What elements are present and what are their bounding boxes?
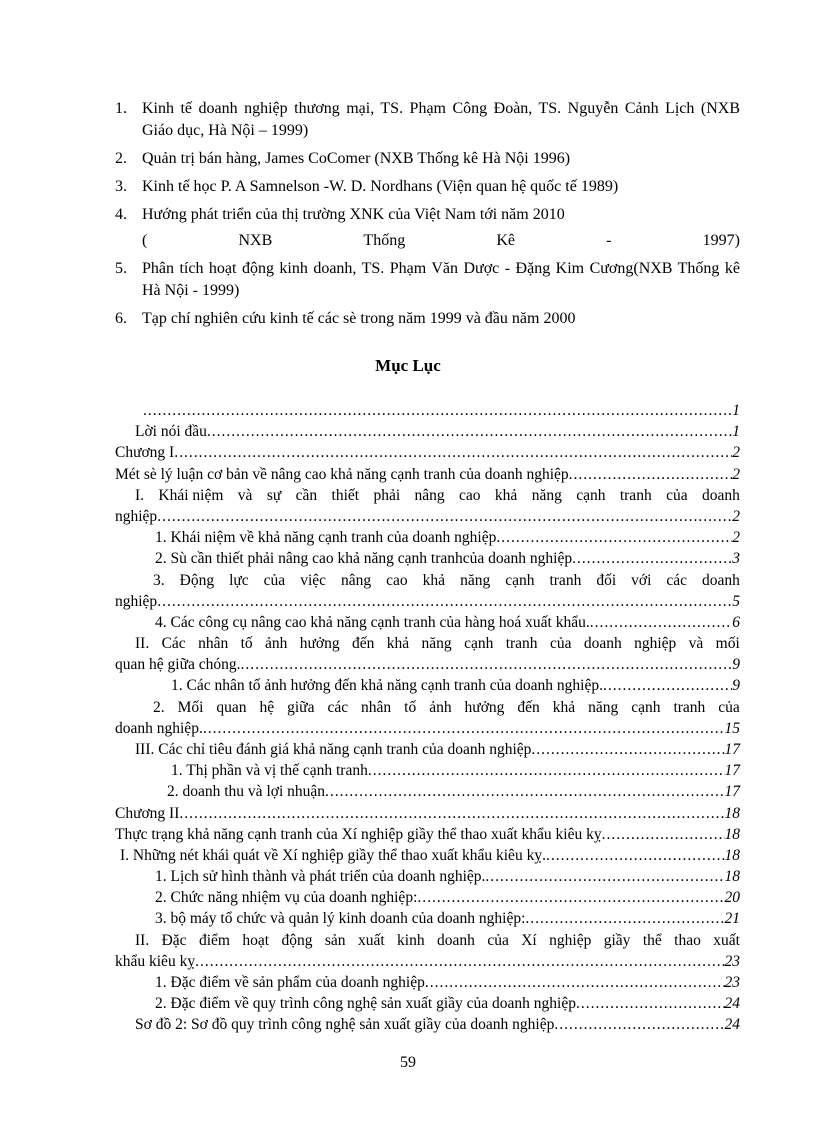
toc-word: tranh — [619, 486, 652, 504]
toc-word: doanh — [437, 931, 475, 949]
toc-entry-text: Thực trạng khả năng cạnh tranh của Xí nghiệp giầy thể thao xuất khẩu kiêu kỵ — [115, 825, 602, 843]
toc-word: và — [688, 635, 704, 653]
toc-word: cao — [459, 486, 481, 504]
toc-entry[interactable] — [115, 781, 740, 802]
toc-entry[interactable] — [115, 591, 740, 612]
toc-entry-text: nghiệp — [115, 507, 158, 525]
toc-entry-text: III. Các chỉ tiêu đánh giá khả năng cạnh tranh của doanh nghiệp — [135, 740, 532, 758]
toc-entry[interactable] — [115, 548, 740, 569]
toc-word: nhân — [361, 698, 392, 716]
toc-entry[interactable] — [115, 803, 740, 824]
reference-publisher-word: - — [606, 232, 612, 249]
toc-leader-dots — [368, 760, 725, 781]
reference-text: Tạp chí nghiên cứu kinh tế các sè trong năm 1999 và đầu năm 2000 — [142, 310, 576, 327]
reference-text: Kinh tế học P. A Samnelson -W. D. Nordhans (Viện quan hệ quốc tế 1989) — [142, 178, 619, 195]
toc-entry-page: 3 — [732, 550, 740, 568]
toc-word: điểm — [198, 931, 230, 949]
toc-word: việc — [300, 571, 327, 589]
toc-entry-text: quan hệ giữa chóng. — [115, 656, 241, 674]
toc-entry-page: 9 — [732, 677, 740, 695]
toc-entry-page: 15 — [724, 719, 740, 737]
reference-publisher-line — [142, 230, 740, 252]
toc-leader-dots — [179, 803, 724, 824]
toc-word: đến — [352, 635, 375, 653]
toc-entry-first-line — [115, 930, 740, 951]
toc-word: Xí — [521, 931, 537, 949]
toc-entry-text: Mét sè lý luận cơ bản về nâng cao khả năng cạnh tranh của doanh nghiệp — [115, 465, 569, 483]
toc-word: của — [263, 571, 286, 589]
toc-word: năng — [460, 571, 491, 589]
toc-entry[interactable] — [115, 993, 740, 1014]
toc-entry[interactable] — [115, 887, 740, 908]
toc-entry[interactable] — [115, 527, 740, 548]
toc-word: các — [666, 571, 688, 589]
toc-word: năng — [421, 635, 452, 653]
toc-entry[interactable] — [115, 951, 740, 972]
toc-word: các — [327, 698, 349, 716]
toc-word: Khái niệm — [158, 486, 224, 504]
toc-entry-text: I. Những nét khái quát về Xí nghiệp giầy thể thao xuất khẩu kiêu kỵ. — [120, 846, 546, 864]
toc-leader-dots — [485, 866, 724, 887]
toc-entry-page: 2 — [732, 529, 740, 547]
toc-leader-dots — [417, 887, 724, 908]
reference-list — [115, 98, 740, 336]
toc-entry[interactable] — [115, 845, 740, 866]
toc-word: tố — [404, 698, 417, 716]
toc-entry[interactable] — [115, 612, 740, 633]
toc-word: Đặc — [161, 931, 187, 949]
toc-entry-page: 24 — [724, 1016, 740, 1034]
reference-number: 1. — [115, 100, 127, 117]
toc-entry-page: 23 — [724, 974, 740, 992]
toc-word: 3. — [153, 571, 165, 589]
toc-word: doanh — [702, 571, 740, 589]
toc-entry[interactable] — [115, 1014, 740, 1035]
toc-word: cần — [295, 486, 318, 504]
toc-word: xuất — [357, 931, 385, 949]
toc-entry-text: Sơ đồ 2: Sơ đồ quy trình công nghệ sản xuất giầy của doanh nghiệp — [135, 1016, 555, 1034]
toc-word: năng — [588, 698, 619, 716]
toc-word: của — [549, 635, 572, 653]
toc-entry[interactable] — [115, 506, 740, 527]
toc-entry-page: 23 — [724, 952, 740, 970]
toc-word: ảnh — [265, 635, 288, 653]
toc-leader-dots — [525, 908, 724, 929]
toc-entry-page: 17 — [724, 740, 740, 758]
toc-entry-text: 3. bộ máy tổ chức và quản lý kinh doanh của doanh nghiệp: — [155, 910, 526, 928]
toc-entry-first-line — [115, 633, 740, 654]
reference-item — [115, 98, 740, 142]
reference-number: 4. — [115, 206, 127, 223]
reference-text: Phân tích hoạt động kinh doanh, TS. Phạm Văn Dược - Đặng Kim Cương(NXB Thống kê Hà Nội - 1999) — [142, 260, 740, 299]
toc-entry-page: 2 — [732, 444, 740, 462]
toc-entry-page: 20 — [724, 889, 740, 907]
reference-text: Kinh tế doanh nghiệp thương mại, TS. Phạm Công Đoàn, TS. Nguyễn Cảnh Lịch (NXB Giáo dục, Hà Nội – 1999) — [142, 100, 740, 139]
toc-word: của — [487, 931, 509, 949]
toc-entry-text: 2. doanh thu và lợi nhuận — [167, 783, 326, 801]
toc-leader-dots — [603, 675, 732, 696]
toc-word: ảnh — [429, 698, 452, 716]
toc-entry-page: 6 — [732, 613, 740, 631]
toc-word: cao — [386, 571, 408, 589]
toc-word: với — [631, 571, 652, 589]
toc-leader-dots — [143, 400, 732, 421]
toc-word: kinh — [397, 931, 425, 949]
toc-entry-first-line — [115, 570, 740, 591]
toc-word: nhân — [198, 635, 229, 653]
toc-word: 2. — [153, 698, 165, 716]
reference-text: Quản trị bán hàng, James CoComer (NXB Thống kê Hà Nội 1996) — [142, 150, 571, 167]
toc-word: xuất — [713, 931, 740, 949]
toc-entry-text: 2. Sù cần thiết phải nâng cao khả năng cạnh tranhcủa doanh nghiệp — [155, 550, 573, 568]
toc-entry-text: 1. Thị phần và vị thế cạnh tranh — [171, 762, 368, 780]
toc-word: cạnh — [464, 635, 494, 653]
toc-entry[interactable] — [115, 675, 740, 696]
toc-word: hoạt — [242, 931, 270, 949]
toc-entry[interactable] — [115, 400, 740, 421]
table-of-contents — [115, 400, 740, 1036]
toc-entry[interactable] — [115, 824, 740, 845]
toc-word: hệ — [259, 698, 275, 716]
toc-entry-text: 2. Đặc điểm về quy trình công nghệ sản xuất giầy của doanh nghiệp — [155, 995, 576, 1013]
toc-entry-page: 21 — [724, 910, 740, 928]
toc-leader-dots — [554, 1014, 724, 1035]
toc-leader-dots — [207, 421, 732, 442]
toc-leader-dots — [157, 591, 732, 612]
toc-leader-dots — [602, 824, 725, 845]
toc-entry-text: 1. Lịch sử hình thành và phát triển của doanh nghiệp. — [155, 868, 486, 886]
toc-leader-dots — [590, 612, 733, 633]
toc-entry-text: Lời nói đầu — [135, 423, 207, 441]
toc-word: động — [281, 931, 313, 949]
toc-leader-dots — [531, 739, 724, 760]
toc-entry-page: 17 — [724, 762, 740, 780]
toc-word: và — [237, 486, 253, 504]
toc-word: tranh — [505, 635, 538, 653]
toc-entry[interactable] — [115, 442, 740, 463]
toc-entry-page: 18 — [724, 804, 740, 822]
toc-entry-page: 2 — [732, 465, 740, 483]
toc-entry-text: nghiệp — [115, 592, 158, 610]
reference-item — [115, 204, 740, 252]
toc-entry[interactable] — [115, 464, 740, 485]
toc-word: hưởng — [464, 698, 505, 716]
toc-word: sự — [266, 486, 282, 504]
toc-word: đối — [596, 571, 617, 589]
toc-entry[interactable] — [115, 739, 740, 760]
toc-entry[interactable] — [115, 718, 740, 739]
toc-entry[interactable] — [115, 972, 740, 993]
toc-leader-dots — [569, 464, 733, 485]
toc-entry-page: 18 — [724, 868, 740, 886]
toc-entry[interactable] — [115, 866, 740, 887]
reference-number: 2. — [115, 150, 127, 167]
toc-word: II. — [135, 635, 150, 653]
reference-publisher-word: NXB — [238, 232, 273, 249]
reference-number: 5. — [115, 260, 127, 277]
toc-word: đến — [517, 698, 540, 716]
reference-publisher-word: ( — [142, 232, 148, 249]
toc-word: II. — [135, 931, 150, 949]
toc-word: thể — [642, 931, 662, 949]
toc-word: giữa — [287, 698, 315, 716]
toc-entry-text: 1. Đặc điểm về sản phẩm của doanh nghiệp — [155, 974, 425, 992]
toc-entry-text: khẩu kiêu kỵ — [115, 952, 196, 970]
reference-publisher-word: Thống — [363, 232, 406, 249]
toc-word: I. — [135, 486, 145, 504]
reference-item — [115, 148, 740, 170]
toc-word: của — [718, 698, 740, 716]
toc-leader-dots — [240, 654, 732, 675]
toc-word: thao — [674, 931, 701, 949]
toc-word: doanh — [701, 486, 740, 504]
toc-leader-dots — [157, 506, 732, 527]
reference-publisher-word: Kê — [496, 232, 516, 249]
toc-word: Mối — [177, 698, 204, 716]
toc-leader-dots — [576, 993, 725, 1014]
toc-entry-text: 2. Chức năng nhiệm vụ của doanh nghiệp: — [155, 889, 418, 907]
toc-word: năng — [531, 486, 562, 504]
toc-word: Động — [179, 571, 215, 589]
toc-word: khả — [552, 698, 576, 716]
toc-entry-text: Chương I — [115, 444, 175, 462]
toc-word: nghiệp — [634, 635, 677, 653]
toc-word: tố — [240, 635, 253, 653]
toc-word: quan — [216, 698, 247, 716]
reference-item — [115, 176, 740, 198]
toc-entry-text: 1. Các nhân tố ảnh hưởng đến khả năng cạnh tranh của doanh nghiệp. — [171, 677, 603, 695]
toc-leader-dots — [425, 972, 725, 993]
toc-entry-page: 9 — [732, 656, 740, 674]
toc-leader-dots — [203, 718, 725, 739]
toc-entry[interactable] — [115, 909, 740, 930]
toc-entry[interactable] — [115, 654, 740, 675]
page-number: 59 — [400, 1054, 416, 1071]
toc-word: mối — [715, 635, 740, 653]
toc-entry-first-line — [115, 485, 740, 506]
reference-number: 6. — [115, 310, 127, 327]
reference-item — [115, 258, 740, 302]
toc-leader-dots — [325, 781, 724, 802]
toc-entry[interactable] — [115, 760, 740, 781]
toc-word: tranh — [673, 698, 706, 716]
toc-leader-dots — [496, 527, 732, 548]
toc-word: của — [666, 486, 688, 504]
toc-word: cạnh — [576, 486, 606, 504]
toc-word: cạnh — [505, 571, 535, 589]
toc-entry-page: 1 — [732, 401, 740, 419]
toc-entry-page: 2 — [732, 507, 740, 525]
toc-entry-page: 1 — [732, 423, 740, 441]
toc-entry[interactable] — [115, 421, 740, 442]
toc-title: Mục Lục — [375, 356, 441, 375]
toc-word: doanh — [583, 635, 622, 653]
toc-word: khả — [494, 486, 518, 504]
reference-publisher-word: 1997) — [702, 232, 740, 249]
reference-text: Hướng phát triển của thị trường XNK của Việt Nam tới năm 2010 — [142, 206, 565, 223]
toc-entry-page: 18 — [724, 846, 740, 864]
toc-word: tranh — [549, 571, 582, 589]
reference-number: 3. — [115, 178, 127, 195]
toc-word: nâng — [414, 486, 445, 504]
toc-leader-dots — [195, 951, 724, 972]
toc-word: cạnh — [631, 698, 661, 716]
toc-word: phải — [373, 486, 401, 504]
toc-entry-text: doanh nghiệp. — [115, 719, 203, 737]
toc-word: khả — [422, 571, 446, 589]
toc-entry-page: 24 — [724, 995, 740, 1013]
toc-word: Các — [161, 635, 186, 653]
reference-item — [115, 308, 740, 330]
toc-word: nghiệp — [549, 931, 592, 949]
toc-entry-page: 17 — [724, 783, 740, 801]
toc-entry-first-line — [115, 697, 740, 718]
toc-word: sản — [324, 931, 346, 949]
toc-word: khả — [386, 635, 410, 653]
toc-entry-page: 5 — [732, 592, 740, 610]
toc-entry-text: 4. Các công cụ nâng cao khả năng cạnh tranh của hàng hoá xuất khẩu. — [155, 613, 590, 631]
toc-word: lực — [229, 571, 249, 589]
toc-entry-text: Chương II — [115, 804, 180, 822]
toc-word: hưởng — [299, 635, 340, 653]
toc-entry-page: 18 — [724, 825, 740, 843]
toc-leader-dots — [546, 845, 725, 866]
toc-word: giầy — [603, 931, 631, 949]
toc-leader-dots — [174, 442, 732, 463]
toc-entry-text: 1. Khái niệm về khả năng cạnh tranh của doanh nghiệp — [155, 529, 497, 547]
toc-word: thiết — [331, 486, 360, 504]
toc-word: nâng — [341, 571, 372, 589]
toc-leader-dots — [572, 548, 732, 569]
